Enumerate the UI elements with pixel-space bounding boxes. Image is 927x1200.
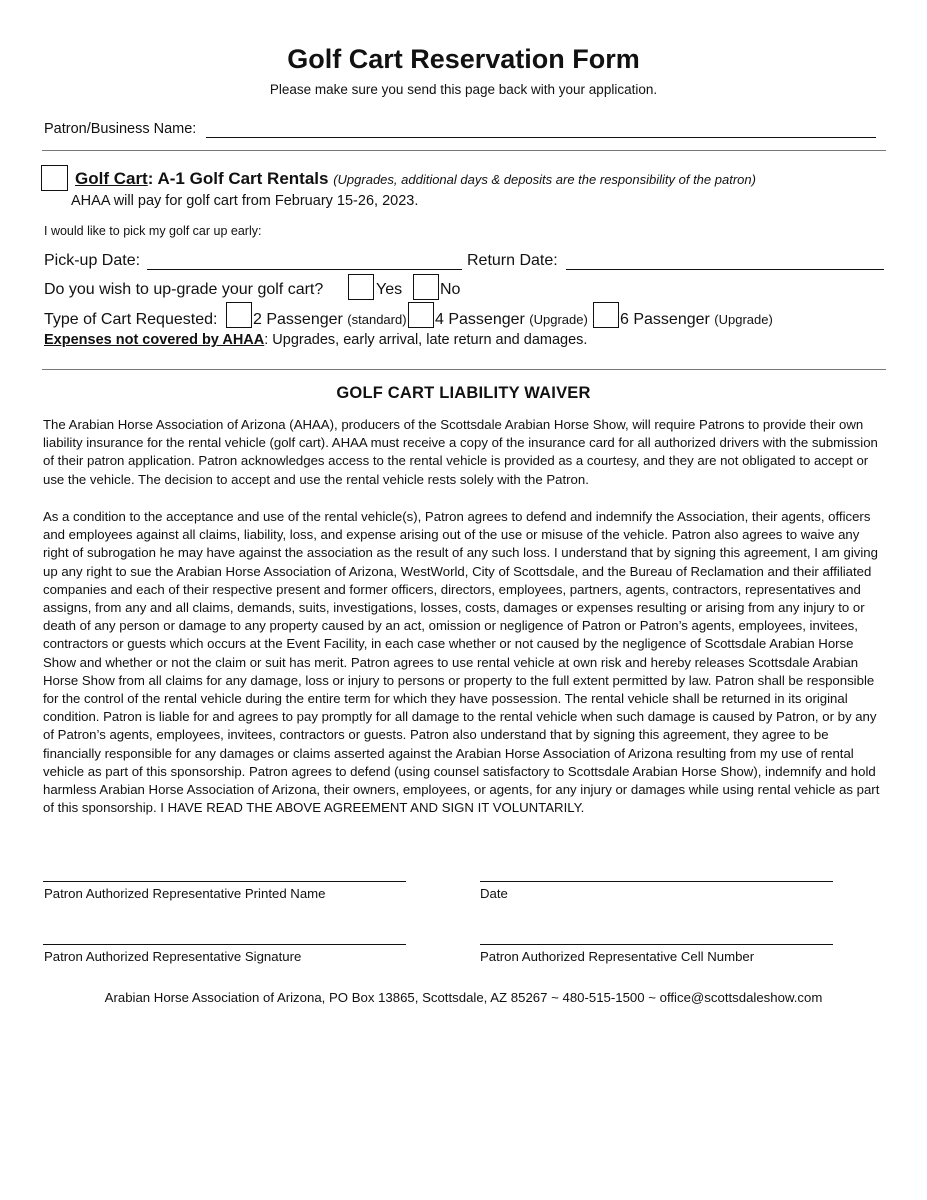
page-title: Golf Cart Reservation Form: [287, 44, 640, 74]
page-subtitle: Please make sure you send this page back with your application.: [269, 82, 658, 97]
golf-cart-checkbox[interactable]: [41, 165, 68, 191]
return-date-field[interactable]: [566, 256, 884, 270]
cart-type-label: Type of Cart Requested:: [44, 311, 218, 328]
upgrade-question: Do you wish to up-grade your golf cart?: [44, 281, 324, 298]
golf-cart-colon: :: [147, 169, 154, 188]
cart-2-passenger-option: [253, 311, 407, 329]
cart-2-passenger-label: 2 Passenger: [253, 311, 343, 328]
signature-label: Patron Authorized Representative Signature: [44, 949, 302, 964]
cart-6-passenger-checkbox[interactable]: [593, 302, 619, 328]
cart-4-passenger-note: (Upgrade): [529, 312, 588, 327]
cart-6-passenger-label: 6 Passenger: [620, 311, 710, 328]
section-divider: [42, 150, 886, 151]
pickup-date-label: Pick-up Date:: [44, 252, 141, 269]
cell-number-label: Patron Authorized Representative Cell Number: [480, 949, 755, 964]
golf-cart-label: Golf Cart: [75, 169, 148, 188]
printed-name-field[interactable]: [43, 869, 406, 882]
cell-number-field[interactable]: [480, 932, 833, 945]
upgrade-no-label: No: [440, 281, 461, 298]
golf-cart-note: (Upgrades, additional days & deposits are the responsibility of the patron): [333, 172, 756, 187]
expenses-note: [44, 332, 587, 348]
pickup-date-field[interactable]: [147, 256, 462, 270]
patron-name-field[interactable]: [206, 124, 876, 138]
waiver-paragraph-1: The Arabian Horse Association of Arizona (AHAA), producers of the Scottsdale Arabian Horse Show, will require Patrons to provide their own liability insurance for the rental vehicle (golf cart). AHAA must receive a copy of the insurance card for all authorized drivers with the submission of their patron application. Patron acknowledges access to the rental vehicle is provided as a courtesy, and they are not obligated to accept or use the vehicle. The decision to accept and use the rental vehicle rests solely with the Patron.: [43, 417, 878, 487]
cart-2-passenger-note: (standard): [347, 312, 407, 327]
printed-name-label: Patron Authorized Representative Printed Name: [44, 886, 326, 901]
expenses-text: : Upgrades, early arrival, late return and damages.: [264, 332, 588, 348]
cart-2-passenger-checkbox[interactable]: [226, 302, 252, 328]
waiver-paragraph-2: As a condition to the acceptance and use of the rental vehicle(s), Patron agrees to defend and indemnify the Association, their agents, officers and employees against all claims, liability, loss, and expense arising out of the use or misuse of the vehicle. Patron also agrees to waive any right of subrogation he may have against the association as the result of any such loss. I understand that by signing this agreement, I am giving up any right to sue the Arabian Horse Association of Arizona, WestWorld, City of Scottsdale, and the Bureau of Reclamation and their affiliated companies and each of their respective present and former officers, directors, employees, partners, agents, contractors, representatives and assigns, from any and all claims, demands, suits, investigations, losses, costs, damages or expenses resulting or arising from any injury to or death of any person or damage to any property caused by an act, omission or negligence of Patron or Patron’s agents, employees, invitees, contractors or guests which occurs at the Event Facility, in each case whether or not caused by the negligence of Scottsdale Arabian Horse Show and whether or not the claim or suit has merit. Patron agrees to use rental vehicle at own risk and hereby releases Scottsdale Arabian Horse Show from all claims for any damage, loss or injury to persons or property to the full extent permitted by law. Patron shall be responsible for the control of the rental vehicle during the entire term for which they have possession. The rental vehicle shall be returned in its original condition. Patron is liable for and agrees to pay promptly for all damage to the rental vehicle when such damage is caused by Patron, or by any of Patron’s agents, employees, invitees, contractors or guests. Patron also understand that by signing this agreement, they agree to be financially responsible for any damages or claims asserted against the Arabian Horse Association of Arizona resulting from my use of rental vehicle as part of this sponsorship. Patron agrees to defend (using counsel satisfactory to Scottsdale Arabian Horse Show), indemnify and hold harmless Arabian Horse Association of Arizona, their owners, employees, or agents, for any injury or damages while using rental vehicle as part of this sponsorship. I HAVE READ THE ABOVE AGREEMENT AND SIGN IT VOLUNTARILY.: [43, 509, 880, 816]
footer-contact: Arabian Horse Association of Arizona, PO Box 13865, Scottsdale, AZ 85267 ~ 480-515-1500 ~ office@scottsdaleshow.com: [104, 990, 823, 1005]
signature-field[interactable]: [43, 932, 406, 945]
date-label: Date: [480, 886, 508, 901]
cart-4-passenger-option: [435, 311, 588, 329]
cart-6-passenger-option: [620, 311, 773, 329]
patron-name-label: Patron/Business Name:: [44, 121, 197, 137]
golf-cart-vendor: A-1 Golf Cart Rentals: [153, 169, 334, 188]
upgrade-yes-label: Yes: [376, 281, 403, 298]
upgrade-no-checkbox[interactable]: [413, 274, 439, 300]
golf-cart-heading: [75, 169, 756, 189]
expenses-label: Expenses not covered by AHAA: [44, 332, 265, 348]
date-field[interactable]: [480, 869, 833, 882]
cart-4-passenger-checkbox[interactable]: [408, 302, 434, 328]
cart-6-passenger-note: (Upgrade): [714, 312, 773, 327]
early-pickup-text: I would like to pick my golf car up early:: [44, 224, 262, 238]
return-date-label: Return Date:: [467, 252, 558, 269]
waiver-heading: GOLF CART LIABILITY WAIVER: [336, 384, 591, 402]
cart-4-passenger-label: 4 Passenger: [435, 311, 525, 328]
upgrade-yes-checkbox[interactable]: [348, 274, 374, 300]
golf-cart-coverage: AHAA will pay for golf cart from February 15-26, 2023.: [71, 193, 419, 209]
section-divider: [42, 369, 886, 370]
